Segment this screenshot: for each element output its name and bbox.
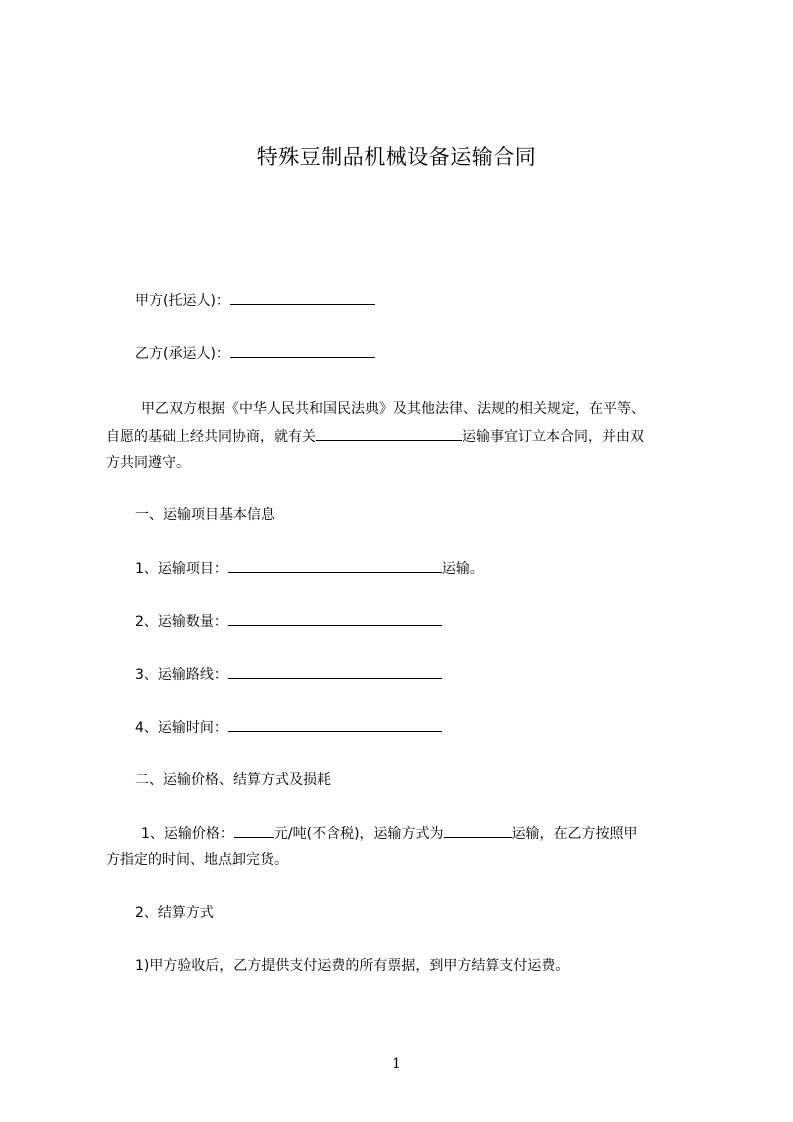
transport-mode-blank[interactable] bbox=[444, 823, 512, 838]
transport-time-blank[interactable] bbox=[228, 717, 442, 732]
transport-item-line bbox=[135, 558, 484, 579]
transport-item-suffix: 运输。 bbox=[441, 561, 484, 577]
unit-price-blank[interactable] bbox=[234, 823, 274, 838]
transport-quantity-blank[interactable] bbox=[228, 611, 442, 626]
party-b-blank[interactable] bbox=[230, 343, 375, 358]
party-b-label: 乙方(承运人)： bbox=[135, 346, 230, 362]
party-a-label: 甲方(托运人)： bbox=[135, 293, 230, 309]
transport-quantity-label: 2、运输数量： bbox=[135, 614, 228, 630]
settlement-heading: 2、结算方式 bbox=[135, 905, 214, 921]
transport-time-label: 4、运输时间： bbox=[135, 720, 228, 736]
price-line-1 bbox=[141, 823, 638, 844]
party-b-line bbox=[135, 343, 375, 364]
price-label: 1、运输价格： bbox=[141, 826, 234, 842]
settlement-clause-1: 1)甲方验收后，乙方提供支付运费的所有票据，到甲方结算支付运费。 bbox=[135, 958, 570, 974]
section-2-heading: 二、运输价格、结算方式及损耗 bbox=[135, 772, 331, 788]
transport-route-line bbox=[135, 664, 442, 685]
transport-route-blank[interactable] bbox=[228, 664, 442, 679]
transport-quantity-line bbox=[135, 611, 442, 632]
price-line-2: 方指定的时间、地点卸完货。 bbox=[106, 852, 288, 868]
intro-line-1: 甲乙双方根据《中华人民共和国民法典》及其他法律、法规的相关规定，在平等、 bbox=[141, 401, 645, 417]
transport-subject-blank[interactable] bbox=[316, 426, 462, 441]
price-post-text: 运输，在乙方按照甲 bbox=[511, 826, 638, 842]
page-number: 1 bbox=[392, 1056, 401, 1072]
transport-item-blank[interactable] bbox=[228, 558, 442, 573]
intro-line-2-post: 运输事宜订立本合同，并由双 bbox=[462, 429, 644, 445]
section-1-heading: 一、运输项目基本信息 bbox=[135, 507, 275, 523]
transport-route-label: 3、运输路线： bbox=[135, 667, 228, 683]
intro-line-2 bbox=[106, 426, 644, 447]
intro-line-3: 方共同遵守。 bbox=[106, 455, 190, 471]
transport-item-label: 1、运输项目： bbox=[135, 561, 228, 577]
contract-title: 特殊豆制品机械设备运输合同 bbox=[256, 145, 537, 169]
transport-time-line bbox=[135, 717, 442, 738]
party-a-blank[interactable] bbox=[230, 290, 375, 305]
party-a-line bbox=[135, 290, 375, 311]
price-mid-text: 元/吨(不含税)，运输方式为 bbox=[273, 826, 444, 842]
intro-line-2-pre: 自愿的基础上经共同协商，就有关 bbox=[106, 429, 316, 445]
